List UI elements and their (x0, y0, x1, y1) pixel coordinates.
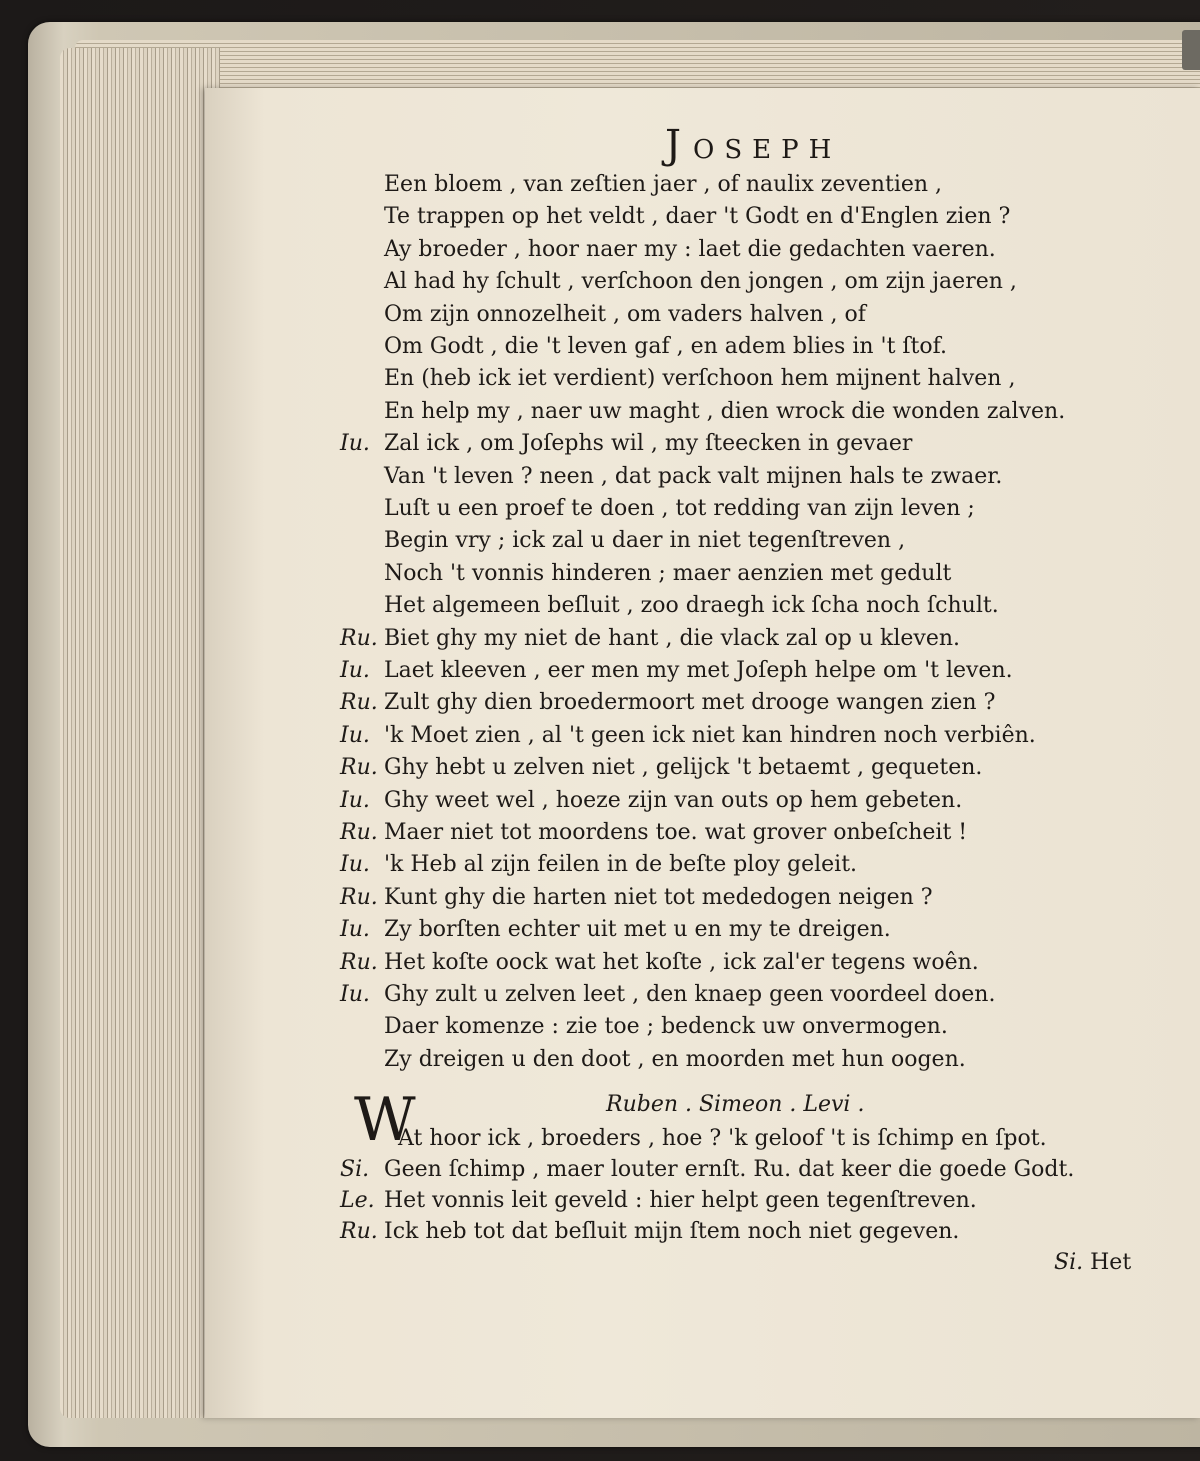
verse-line (340, 690, 995, 722)
verse-text: Noch 't vonnis hinderen ; maer aenzien met gedult (384, 560, 952, 586)
speaker-label: Ru. (340, 625, 378, 651)
verse-line (340, 820, 967, 852)
speaker-label: Iu. (340, 722, 370, 748)
verse-text: Het vonnis leit geveld : hier helpt geen tegenſtreven. (384, 1188, 977, 1213)
verse-line (340, 885, 933, 917)
verse-line (340, 1014, 948, 1046)
verse-text: Al had hy ſchult , verſchoon den jongen , om zijn jaeren , (384, 269, 1017, 295)
speaker-label: Ru. (340, 820, 378, 845)
drop-cap: W (354, 1085, 416, 1155)
verse-text: Het algemeen beſluit , zoo draegh ick ſcha noch ſchult. (384, 593, 999, 619)
catchword-word: Het (1090, 1250, 1132, 1275)
speaker-label: Iu. (340, 982, 370, 1007)
verse-line (340, 917, 891, 949)
speaker-label: Iu. (340, 852, 370, 878)
verse-text: Het koſte oock wat het koſte , ick zal'er tegens woên. (384, 949, 979, 975)
scene-line (340, 1188, 977, 1220)
verse-text: Zy borſten echter uit met u en my te dreigen. (384, 917, 891, 943)
header-initial: J (665, 122, 694, 168)
speaker-label: Iu. (340, 658, 370, 683)
verse-line (340, 593, 999, 625)
verse-line (340, 755, 982, 787)
verse-text: Om zijn onnozelheit , om vaders halven , of (384, 301, 866, 327)
verse-text: Geen ſchimp , maer louter ernſt. Ru. dat keer die goede Godt. (384, 1157, 1075, 1182)
verse-text: Ghy weet wel , hoeze zijn van outs op hem gebeten. (384, 787, 963, 813)
page-edges (60, 48, 220, 1418)
verse-line (340, 982, 995, 1014)
verse-line (340, 626, 960, 658)
verse-line (340, 496, 975, 528)
verse-text: Laet kleeven , eer men my met Joſeph helpe om 't leven. (384, 658, 1013, 683)
scene-line (340, 1157, 1074, 1189)
verse-line (340, 334, 947, 366)
verse-line (340, 237, 996, 269)
speaker-label: Iu. (340, 917, 370, 943)
verse-line (340, 431, 912, 463)
verse-line (340, 464, 1002, 496)
verse-text: Ick heb tot dat beſluit mijn ſtem noch niet gegeven. (384, 1219, 960, 1244)
verse-line (340, 561, 951, 593)
verse-line (340, 788, 962, 820)
verse-line (340, 723, 1036, 755)
verse-text: Zult ghy dien broedermoort met drooge wangen zien ? (384, 690, 996, 716)
verse-line (340, 399, 1065, 431)
verse-text: Om Godt , die 't leven gaf , en adem blies in 't ſtof. (384, 334, 947, 359)
verse-text: Ghy zult u zelven leet , den knaep geen voordeel doen. (384, 982, 996, 1007)
speaker-label: Ru. (340, 690, 378, 716)
verse-text: 'k Moet zien , al 't geen ick niet kan hindren noch verbiên. (384, 722, 1036, 748)
verse-line (340, 204, 1010, 236)
speaker-label: Si. (340, 1157, 370, 1182)
speaker-label: Ru. (340, 1219, 378, 1244)
verse-line (340, 852, 857, 884)
verse-text: Ghy hebt u zelven niet , gelijck 't betaemt , gequeten. (384, 755, 983, 781)
verse-text: Een bloem , van zeſtien jaer , of naulix zeventien , (384, 172, 943, 197)
verse-text: Zal ick , om Joſephs wil , my ſteecken in gevaer (384, 431, 913, 457)
verse-text: Van 't leven ? neen , dat pack valt mijnen hals te zwaer. (384, 463, 1003, 489)
verse-text: Kunt ghy die harten niet tot mededogen neigen ? (384, 884, 933, 910)
verse-line (340, 528, 905, 560)
scene-line (340, 1219, 959, 1251)
verse-text: En help my , naer uw maght , dien wrock die wonden zalven. (384, 398, 1066, 424)
speaker-label: Iu. (340, 431, 370, 457)
speaker-label: Ru. (340, 949, 378, 975)
speaker-label: Le. (340, 1188, 375, 1213)
verse-line (340, 269, 1017, 301)
scene-heading: Ruben . Simeon . Levi . (606, 1092, 865, 1117)
verse-text: Begin vry ; ick zal u daer in niet tegenſtreven , (384, 528, 906, 554)
catchword-speaker: Si. (1054, 1250, 1084, 1275)
verse-text: Zy dreigen u den doot , en moorden met hun oogen. (384, 1046, 966, 1072)
verse-text: Maer niet tot moordens toe. wat grover onbeſcheit ! (384, 820, 968, 845)
verse-line (340, 950, 979, 982)
verse-line (340, 172, 942, 204)
verse-text: Biet ghy my niet de hant , die vlack zal op u kleven. (384, 625, 961, 651)
running-header (665, 122, 841, 168)
catchword (1054, 1250, 1131, 1275)
verse-text: At hoor ick , broeders , hoe ? 'k geloof 't is ſchimp en ſpot. (398, 1126, 1047, 1151)
verse-line (340, 658, 1013, 690)
scene-line (354, 1126, 1047, 1158)
verse-line (340, 1047, 966, 1079)
verse-text: 'k Heb al zijn feilen in de beſte ploy geleit. (384, 852, 858, 878)
speaker-label: Ru. (340, 884, 378, 910)
speaker-label: Iu. (340, 787, 370, 813)
verse-text: Daer komenze : zie toe ; bedenck uw onvermogen. (384, 1014, 948, 1040)
verse-text: Luſt u een proef te doen , tot redding van zijn leven ; (384, 496, 975, 521)
bookmark-ribbon (1182, 30, 1200, 70)
verse-text: Te trappen op het veldt , daer 't Godt en d'Englen zien ? (384, 204, 1011, 230)
verse-text: Ay broeder , hoor naer my : laet die gedachten vaeren. (384, 236, 996, 262)
verse-line (340, 366, 1015, 398)
verse-text: En (heb ick iet verdient) verſchoon hem mijnent halven , (384, 366, 1016, 392)
verse-line (340, 302, 866, 334)
header-rest: OSEPH (693, 135, 842, 165)
speaker-label: Ru. (340, 755, 378, 781)
